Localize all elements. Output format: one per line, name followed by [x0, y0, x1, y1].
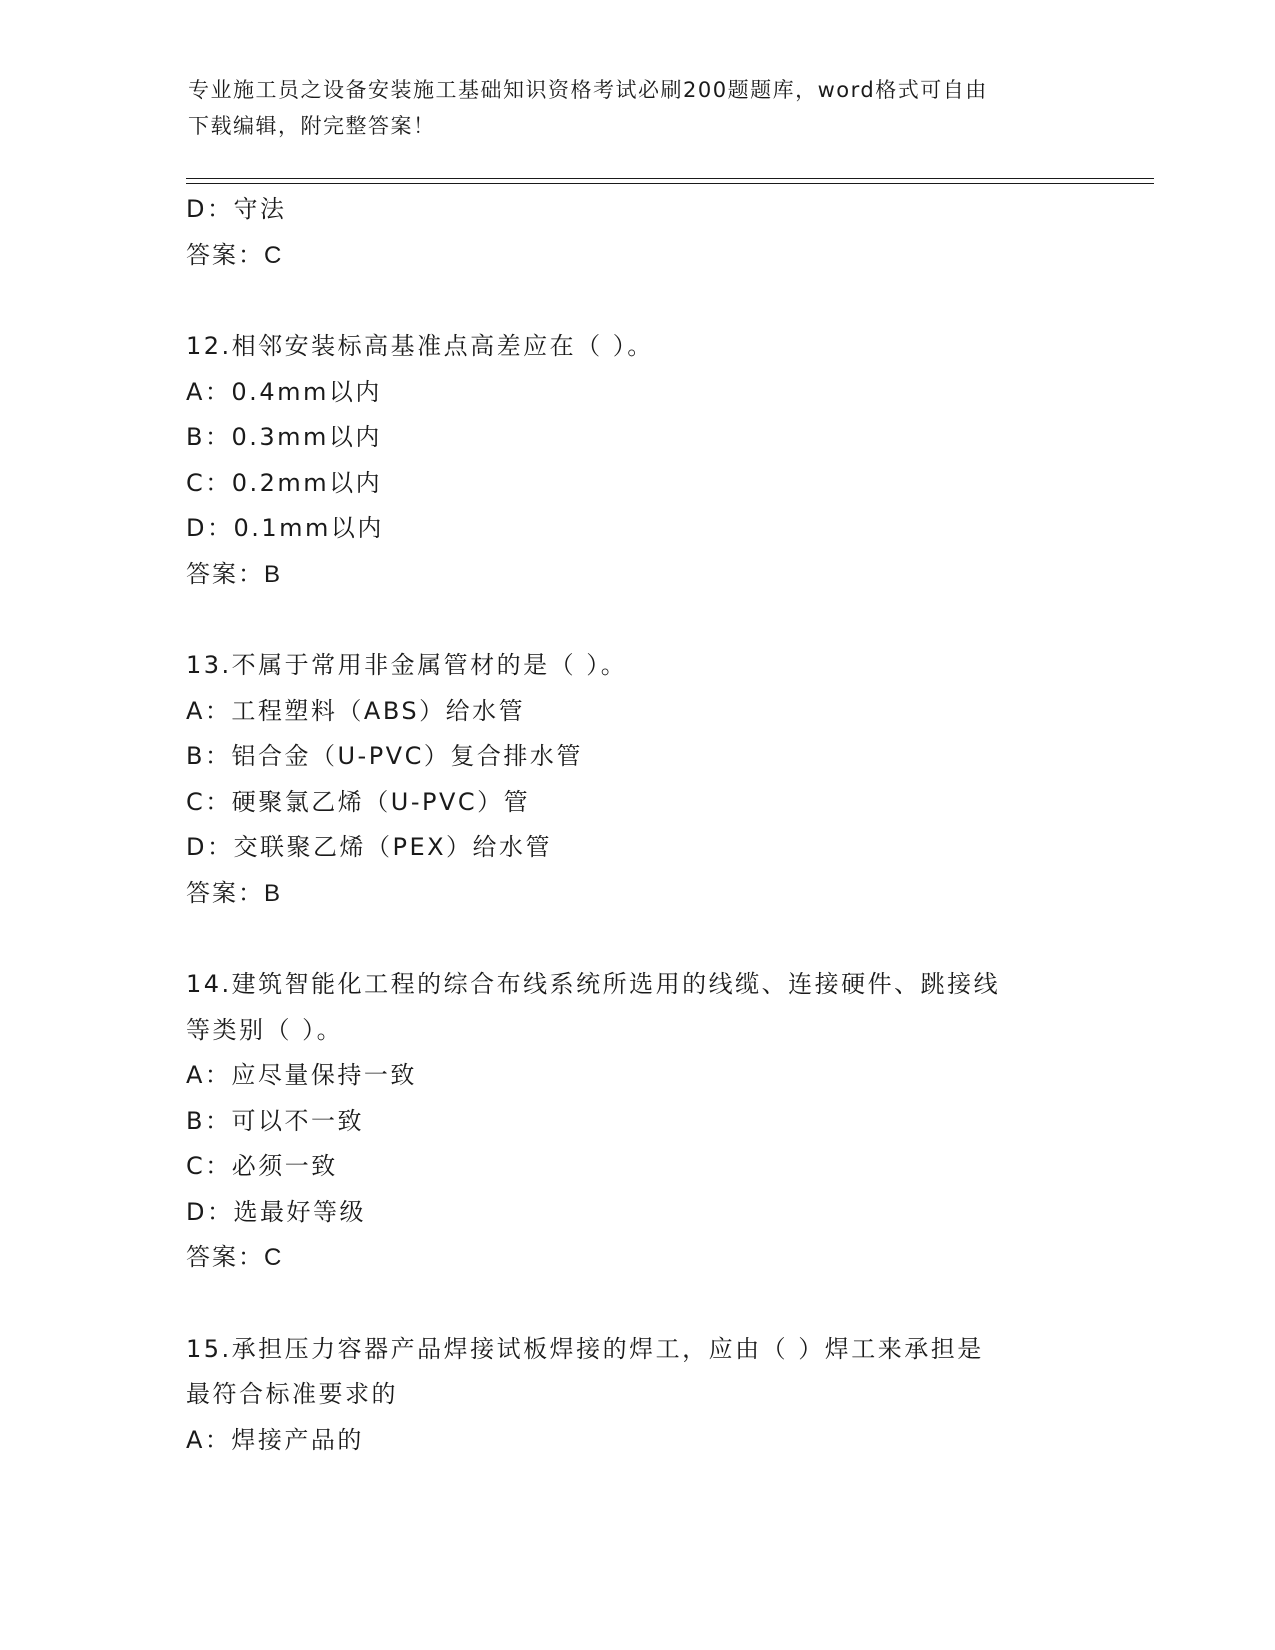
header-title-line-2: 下载编辑，附完整答案！: [188, 114, 436, 138]
question-block-14: [186, 962, 1086, 1281]
question-stem: 12.相邻安装标高基准点高差应在（ ）。: [186, 332, 654, 360]
option-d: D：守法: [186, 195, 287, 223]
option-c: C：0.2mm以内: [186, 468, 383, 497]
answer-line: 答案：C: [186, 1244, 284, 1271]
document-header: [188, 72, 1088, 144]
question-block-12: [186, 324, 1086, 597]
question-stem-line-1: 15.承担压力容器产品焊接试板焊接的焊工，应由（ ）焊工来承担是: [186, 1334, 984, 1363]
option-a: A：焊接产品的: [186, 1425, 364, 1454]
question-block-15: [186, 1327, 1086, 1464]
answer-line: 答案：C: [186, 241, 284, 269]
header-title-line-1: 专业施工员之设备安装施工基础知识资格考试必刷200题题库，word格式可自由: [188, 78, 988, 102]
option-c: C：硬聚氯乙烯（U-PVC）管: [186, 787, 531, 816]
answer-line: 答案：B: [186, 879, 283, 907]
question-block-11-tail: [186, 187, 1086, 278]
question-stem-line-2: 等类别（ ）。: [186, 1015, 344, 1044]
spacer: [186, 597, 1086, 643]
option-d: D：选最好等级: [186, 1197, 366, 1226]
question-block-13: [186, 643, 1086, 916]
header-divider-bottom: [186, 183, 1154, 184]
question-stem: 13.不属于常用非金属管材的是（ ）。: [186, 651, 628, 679]
header-divider-top: [186, 178, 1154, 179]
option-c: C：必须一致: [186, 1152, 338, 1180]
option-b: B：铝合金（U-PVC）复合排水管: [186, 742, 583, 770]
option-b: B：可以不一致: [186, 1106, 364, 1135]
option-b: B：0.3mm以内: [186, 423, 382, 451]
spacer: [186, 1281, 1086, 1327]
question-stem-line-2: 最符合标准要求的: [186, 1380, 398, 1408]
answer-line: 答案：B: [186, 560, 283, 588]
question-list: [186, 187, 1086, 1463]
option-d: D：0.1mm以内: [186, 514, 384, 542]
option-d: D：交联聚乙烯（PEX）给水管: [186, 833, 553, 861]
option-a: A：工程塑料（ABS）给水管: [186, 696, 526, 725]
option-a: A：应尽量保持一致: [186, 1061, 417, 1089]
option-a: A：0.4mm以内: [186, 377, 382, 406]
spacer: [186, 278, 1086, 324]
spacer: [186, 916, 1086, 962]
question-stem-line-1: 14.建筑智能化工程的综合布线系统所选用的线缆、连接硬件、跳接线: [186, 970, 1001, 998]
